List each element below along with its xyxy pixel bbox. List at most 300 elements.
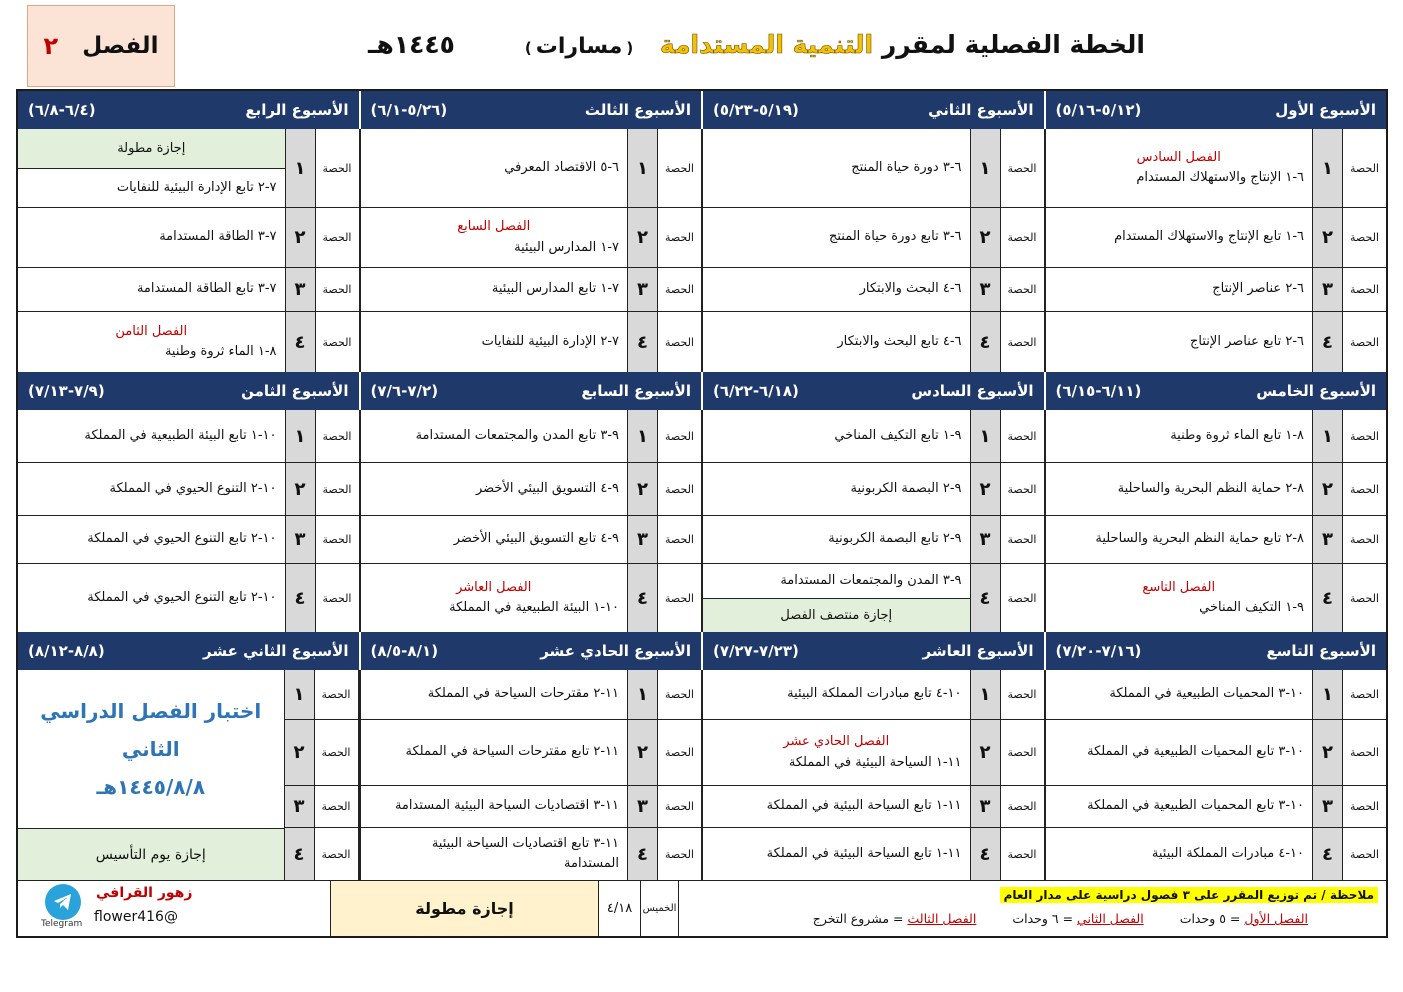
period-number: ١: [627, 129, 657, 207]
telegram-icon[interactable]: [45, 884, 81, 920]
week-header-band: [18, 632, 1386, 670]
period-row: [703, 312, 1044, 372]
period-number: ١: [627, 670, 657, 719]
week-title: الأسبوع الثاني: [928, 101, 1034, 119]
lesson-text: ٨-٢ حماية النظم البحرية والساحلية: [1117, 480, 1304, 496]
period-label: الحصة: [1000, 670, 1044, 719]
period-number: ٤: [627, 312, 657, 372]
period-number: ١: [284, 670, 314, 719]
lesson-cell: [361, 786, 628, 827]
lesson-text: ١١-١ تابع السياحة البيئية في المملكة: [766, 845, 962, 861]
week-title: الأسبوع الثالث: [584, 101, 691, 119]
week-header: [359, 632, 702, 670]
period-row: [361, 268, 702, 312]
week-dates: (٧/٩-٧/١٣): [28, 382, 105, 400]
period-row: [284, 670, 358, 720]
lesson-text: ٦-٤ البحث والابتكار: [859, 281, 962, 297]
period-row: [361, 786, 702, 828]
note-cell: [678, 881, 1386, 936]
period-row: [361, 129, 702, 208]
period-label: الحصة: [1342, 516, 1386, 563]
lesson-cell: [703, 720, 970, 785]
title-prefix: الخطة الفصلية لمقرر: [881, 30, 1145, 59]
period-number: ٣: [1312, 268, 1342, 311]
period-number: ١: [970, 670, 1000, 719]
lesson-cell: [703, 312, 970, 372]
week-column: [359, 410, 702, 632]
lesson-text: ١٠-٣ تابع المحميات الطبيعية في المملكة: [1087, 744, 1304, 760]
unit-value: = ٥ وحدات: [1179, 911, 1241, 926]
period-label: الحصة: [657, 670, 701, 719]
lesson-cell: [1046, 670, 1313, 719]
week-header: [18, 91, 359, 129]
week-column: [1044, 670, 1387, 880]
week-band: [18, 670, 1386, 880]
period-row: [703, 786, 1044, 828]
period-label: الحصة: [1342, 410, 1386, 462]
exam-date: ١٤٤٥/٨/٨هـ: [96, 775, 206, 799]
lesson-cell: [361, 410, 628, 462]
period-number: ٣: [285, 516, 315, 563]
period-label: الحصة: [315, 129, 359, 207]
period-label: الحصة: [1000, 208, 1044, 267]
lesson-text: ١١-٢ مقترحات السياحة في المملكة: [427, 686, 619, 702]
holiday-note: إجازة منتصف الفصل: [703, 599, 970, 633]
lesson-cell: [703, 410, 970, 462]
lesson-cell: [1046, 564, 1313, 632]
lesson-text: ٦-٢ تابع عناصر الإنتاج: [1190, 333, 1304, 349]
period-label: الحصة: [1000, 463, 1044, 515]
period-number: ٤: [1312, 828, 1342, 880]
period-number: ٣: [1312, 786, 1342, 827]
lesson-cell: [361, 516, 628, 563]
week-column: [18, 410, 359, 632]
period-label: الحصة: [1342, 720, 1386, 785]
lesson-text: ٧-٢ تابع الإدارة البيئية للنفايات: [116, 180, 277, 196]
period-number: ٤: [627, 564, 657, 632]
unit-name: الفصل الثاني: [1077, 911, 1144, 926]
week-title: الأسبوع السابع: [581, 382, 691, 400]
lesson-text: ٦-٥ الاقتصاد المعرفي: [504, 159, 619, 175]
week-title: الأسبوع الثاني عشر: [203, 642, 349, 660]
lesson-cell: [703, 463, 970, 515]
week-column: [1044, 129, 1387, 372]
week-column: [701, 670, 1044, 880]
semester-number: ٢: [43, 32, 59, 60]
course-name: التنمية المستدامة: [659, 30, 874, 59]
period-label: الحصة: [657, 208, 701, 267]
lesson-text: ١٠-٣ تابع المحميات الطبيعية في المملكة: [1087, 798, 1304, 814]
period-row: [703, 670, 1044, 720]
week-title: الأسبوع الثامن: [241, 382, 349, 400]
period-row: [1046, 208, 1387, 268]
period-label: الحصة: [657, 516, 701, 563]
exam-line: الثاني: [121, 737, 180, 761]
period-label: الحصة: [1342, 208, 1386, 267]
footer-date: ٤/١٨: [598, 881, 640, 936]
period-label: الحصة: [314, 786, 358, 827]
period-column: [284, 670, 359, 880]
unit-value: = مشروع التخرج: [812, 911, 904, 926]
period-label: الحصة: [315, 410, 359, 462]
chapter-title: الفصل الحادي عشر: [783, 734, 890, 750]
lesson-text: ٦-١ الإنتاج والاستهلاك المستدام: [1136, 170, 1304, 185]
period-label: الحصة: [1342, 463, 1386, 515]
lesson-cell: [703, 670, 970, 719]
period-number: ٢: [627, 208, 657, 267]
lesson-cell: [703, 828, 970, 880]
units-list: [813, 911, 1308, 926]
period-label: الحصة: [315, 463, 359, 515]
week-column: [1044, 410, 1387, 632]
lesson-text: ١٠-٤ مبادرات المملكة البيئية: [1151, 845, 1304, 861]
period-row: [1046, 410, 1387, 463]
period-label: الحصة: [657, 268, 701, 311]
chapter-title: الفصل الثامن: [115, 323, 188, 339]
period-number: ١: [970, 129, 1000, 207]
lesson-text: ٧-١ المدارس البيئية: [514, 239, 619, 255]
author-handle[interactable]: @flower416: [94, 909, 178, 925]
period-row: [18, 312, 359, 372]
period-label: الحصة: [1342, 564, 1386, 632]
period-row: [1046, 312, 1387, 372]
period-row: [703, 564, 1044, 632]
week-header: [18, 372, 359, 410]
lesson-cell: [1046, 786, 1313, 827]
week-band: [18, 410, 1386, 632]
week-dates: (٧/٢٣-٧/٢٧): [713, 642, 799, 660]
period-label: الحصة: [315, 208, 359, 267]
week-dates: (٥/٢٦-٦/١): [370, 101, 448, 119]
period-label: الحصة: [1000, 129, 1044, 207]
period-number: ١: [1312, 670, 1342, 719]
week-title: الأسبوع الحادي عشر: [540, 642, 691, 660]
page-title: [521, 30, 1145, 59]
lesson-cell: [361, 720, 628, 785]
chapter-title: الفصل السادس: [1136, 149, 1221, 165]
week-column: [701, 410, 1044, 632]
period-label: الحصة: [657, 828, 701, 880]
period-label: الحصة: [657, 129, 701, 207]
period-number: ٢: [970, 720, 1000, 785]
lesson-cell: [18, 564, 285, 632]
week-header: [1044, 91, 1387, 129]
period-number: ٤: [1312, 312, 1342, 372]
period-label: الحصة: [1000, 312, 1044, 372]
lesson-cell: [361, 208, 628, 267]
period-label: الحصة: [1342, 268, 1386, 311]
period-label: الحصة: [314, 720, 358, 785]
lesson-text: ٧-١ تابع المدارس البيئية: [491, 281, 619, 297]
lesson-cell: [703, 516, 970, 563]
period-label: الحصة: [657, 410, 701, 462]
period-row: [284, 786, 358, 828]
period-number: ١: [1312, 129, 1342, 207]
lesson-text: ٧-٢ الإدارة البيئية للنفايات: [481, 333, 619, 349]
week-dates: (٧/١٦-٧/٢٠): [1055, 642, 1142, 660]
period-number: ٢: [1312, 720, 1342, 785]
period-number: ٣: [627, 786, 657, 827]
week-title: الأسبوع الأول: [1275, 101, 1376, 119]
period-number: ٣: [627, 516, 657, 563]
week-band: [18, 129, 1386, 372]
footer-row: [18, 880, 1386, 936]
exam-block: [18, 670, 284, 880]
period-row: [361, 564, 702, 632]
period-row: [284, 828, 358, 880]
period-label: الحصة: [314, 828, 358, 880]
period-row: [18, 516, 359, 564]
lesson-cell: [361, 268, 628, 311]
lesson-text: ١١-٣ تابع اقتصاديات السياحة البيئية: [431, 835, 619, 851]
period-label: الحصة: [315, 516, 359, 563]
lesson-text: ١١-٣ اقتصاديات السياحة البيئية المستدامة: [394, 798, 619, 814]
period-number: ٢: [284, 720, 314, 785]
lesson-cell: [1046, 516, 1313, 563]
period-number: ٣: [970, 268, 1000, 311]
chapter-title: الفصل التاسع: [1142, 579, 1216, 595]
week-dates: (٨/١-٨/٥): [370, 642, 439, 660]
period-number: ٣: [285, 268, 315, 311]
week-header: [359, 91, 702, 129]
period-label: الحصة: [1000, 268, 1044, 311]
week-column: [701, 129, 1044, 372]
period-row: [361, 828, 702, 880]
period-row: [361, 208, 702, 268]
week-dates: (٥/١٢-٥/١٦): [1055, 101, 1142, 119]
author-name: زهور القرافي: [96, 885, 193, 901]
period-row: [703, 516, 1044, 564]
period-row: [1046, 564, 1387, 632]
lesson-cell: [1046, 268, 1313, 311]
week-header: [701, 91, 1044, 129]
week-header-band: [18, 91, 1386, 129]
lesson-cell: [1046, 720, 1313, 785]
period-row: [18, 463, 359, 516]
period-row: [1046, 828, 1387, 880]
lesson-text: ٧-٣ تابع الطاقة المستدامة: [136, 281, 277, 297]
period-row: [18, 564, 359, 632]
lesson-cell: [18, 129, 285, 207]
period-label: الحصة: [1342, 828, 1386, 880]
period-row: [703, 463, 1044, 516]
lesson-cell: [1046, 208, 1313, 267]
week-column: [18, 670, 359, 880]
period-number: ١: [1312, 410, 1342, 462]
lesson-text: ٧-٣ الطاقة المستدامة: [159, 229, 277, 245]
period-number: ٢: [970, 463, 1000, 515]
week-dates: (٦/١٨-٦/٢٢): [713, 382, 799, 400]
period-label: الحصة: [315, 564, 359, 632]
lesson-text: ١٠-٤ تابع مبادرات المملكة البيئية: [787, 686, 962, 702]
period-label: الحصة: [1000, 786, 1044, 827]
lesson-cell: [361, 463, 628, 515]
lesson-text: ٦-٤ تابع البحث والابتكار: [837, 333, 962, 349]
period-number: ٤: [970, 828, 1000, 880]
period-row: [361, 516, 702, 564]
week-header: [1044, 372, 1387, 410]
lesson-cell: [703, 208, 970, 267]
period-row: [18, 129, 359, 208]
period-label: الحصة: [314, 670, 358, 719]
period-number: ٤: [285, 564, 315, 632]
lesson-cell: [18, 208, 285, 267]
period-label: الحصة: [1000, 410, 1044, 462]
period-number: ٤: [1312, 564, 1342, 632]
period-row: [18, 268, 359, 312]
week-dates: (٨/٨-٨/١٢): [28, 642, 105, 660]
lesson-text: ١١-١ السياحة البيئية في المملكة: [788, 754, 962, 770]
lesson-text: ١٠-١ البيئة الطبيعية في المملكة: [449, 600, 619, 615]
period-number: ٤: [970, 564, 1000, 632]
lesson-cell: [18, 410, 285, 462]
chapter-title: الفصل السابع: [457, 219, 531, 235]
lesson-text: ٩-٢ البصمة الكربونية: [850, 480, 962, 496]
week-header: [1044, 632, 1387, 670]
period-row: [703, 410, 1044, 463]
period-row: [1046, 129, 1387, 208]
period-label: الحصة: [657, 720, 701, 785]
period-label: الحصة: [1342, 312, 1386, 372]
lesson-text: ١٠-١ تابع البيئة الطبيعية في المملكة: [84, 427, 277, 443]
period-label: الحصة: [1342, 129, 1386, 207]
lesson-cell: [361, 670, 628, 719]
track-label: (مسارات): [524, 34, 634, 59]
week-header-band: [18, 372, 1386, 410]
period-number: ٣: [627, 268, 657, 311]
long-holiday: إجازة مطولة: [330, 881, 598, 936]
period-row: [1046, 786, 1387, 828]
lesson-cell: [361, 564, 628, 632]
semester-box: [27, 5, 175, 87]
period-label: الحصة: [657, 463, 701, 515]
period-row: [703, 129, 1044, 208]
holiday-note: إجازة مطولة: [18, 129, 285, 169]
unit-value: = ٦ وحدات: [1012, 911, 1074, 926]
lesson-text: ١١-١ تابع السياحة البيئية في المملكة: [766, 798, 962, 814]
period-label: الحصة: [1000, 564, 1044, 632]
lesson-text: ٩-٤ تابع التسويق البيئي الأخضر: [453, 531, 619, 547]
period-number: ٤: [284, 828, 314, 880]
period-row: [1046, 516, 1387, 564]
period-label: الحصة: [1000, 516, 1044, 563]
year-title: ١٤٤٥هـ: [368, 30, 455, 59]
week-dates: (٧/٢-٧/٦): [370, 382, 439, 400]
period-number: ١: [970, 410, 1000, 462]
period-number: ٢: [285, 463, 315, 515]
week-title: الأسبوع الرابع: [245, 101, 349, 119]
period-row: [361, 720, 702, 786]
period-label: الحصة: [1000, 828, 1044, 880]
week-dates: (٥/١٩-٥/٢٣): [713, 101, 799, 119]
period-number: ٣: [970, 786, 1000, 827]
semester-label: الفصل: [82, 33, 159, 59]
lesson-text: ٨-١ الماء ثروة وطنية: [164, 344, 277, 359]
schedule-grid: [16, 89, 1388, 938]
founding-day-holiday: إجازة يوم التأسيس: [18, 828, 284, 880]
lesson-cell: [703, 786, 970, 827]
week-title: الأسبوع التاسع: [1266, 642, 1376, 660]
period-label: الحصة: [315, 268, 359, 311]
period-row: [1046, 670, 1387, 720]
period-row: [1046, 463, 1387, 516]
week-header: [18, 632, 359, 670]
lesson-cell: [18, 268, 285, 311]
lesson-cell: [361, 312, 628, 372]
lesson-text: ٦-٣ تابع دورة حياة المنتج: [828, 229, 962, 245]
period-number: ٣: [284, 786, 314, 827]
period-number: ٢: [1312, 463, 1342, 515]
unit-name: الفصل الثالث: [907, 911, 977, 926]
lesson-text: ٦-١ تابع الإنتاج والاستهلاك المستدام: [1114, 229, 1304, 245]
period-number: ٤: [627, 828, 657, 880]
week-header: [701, 632, 1044, 670]
period-row: [361, 410, 702, 463]
week-title: الأسبوع الخامس: [1256, 382, 1376, 400]
lesson-cell: [1046, 828, 1313, 880]
lesson-cell: [703, 129, 970, 207]
period-label: الحصة: [1342, 786, 1386, 827]
period-number: ٢: [1312, 208, 1342, 267]
lesson-cell: [18, 312, 285, 372]
note-text: ملاحظة / تم توزيع المقرر على ٣ فصول دراسية على مدار العام: [1000, 887, 1378, 903]
lesson-text: المستدامة: [564, 856, 619, 871]
period-row: [18, 410, 359, 463]
period-number: ٢: [970, 208, 1000, 267]
lesson-text: ٩-١ التكيف المناخي: [1199, 600, 1304, 615]
lesson-cell: [703, 564, 970, 632]
period-label: الحصة: [657, 312, 701, 372]
period-label: الحصة: [1000, 720, 1044, 785]
lesson-cell: [1046, 129, 1313, 207]
period-row: [284, 720, 358, 786]
lesson-text: ٩-٢ تابع البصمة الكربونية: [828, 531, 962, 547]
lesson-text: ١٠-٢ تابع التنوع الحيوي في المملكة: [87, 531, 277, 547]
period-row: [703, 720, 1044, 786]
lesson-text: ٨-١ تابع الماء ثروة وطنية: [1170, 427, 1304, 443]
exam-line: اختبار الفصل الدراسي: [40, 699, 262, 723]
unit-name: الفصل الأول: [1244, 911, 1308, 926]
exam-text: [18, 670, 284, 828]
lesson-text: ٦-٣ دورة حياة المنتج: [851, 159, 962, 175]
lesson-text: ١١-٢ تابع مقترحات السياحة في المملكة: [405, 744, 619, 760]
lesson-cell: [361, 828, 628, 880]
period-number: ٤: [285, 312, 315, 372]
lesson-cell: [18, 463, 285, 515]
week-title: الأسبوع السادس: [911, 382, 1034, 400]
period-number: ٣: [1312, 516, 1342, 563]
lesson-text: ٩-٣ المدن والمجتمعات المستدامة: [703, 564, 970, 599]
period-row: [703, 268, 1044, 312]
exam-week: [18, 670, 359, 880]
period-number: ٢: [285, 208, 315, 267]
period-row: [361, 463, 702, 516]
lesson-cell: [1046, 312, 1313, 372]
week-column: [359, 670, 702, 880]
lesson-text: ٦-٢ عناصر الإنتاج: [1212, 281, 1304, 297]
chapter-title: الفصل العاشر: [456, 579, 532, 595]
period-row: [361, 312, 702, 372]
lesson-cell: [1046, 463, 1313, 515]
brand-cell: [18, 881, 330, 936]
week-dates: (٦/١١-٦/١٥): [1055, 382, 1142, 400]
period-number: ٤: [970, 312, 1000, 372]
period-number: ٢: [627, 463, 657, 515]
period-row: [18, 208, 359, 268]
period-row: [1046, 268, 1387, 312]
period-label: الحصة: [657, 564, 701, 632]
period-number: ١: [285, 129, 315, 207]
